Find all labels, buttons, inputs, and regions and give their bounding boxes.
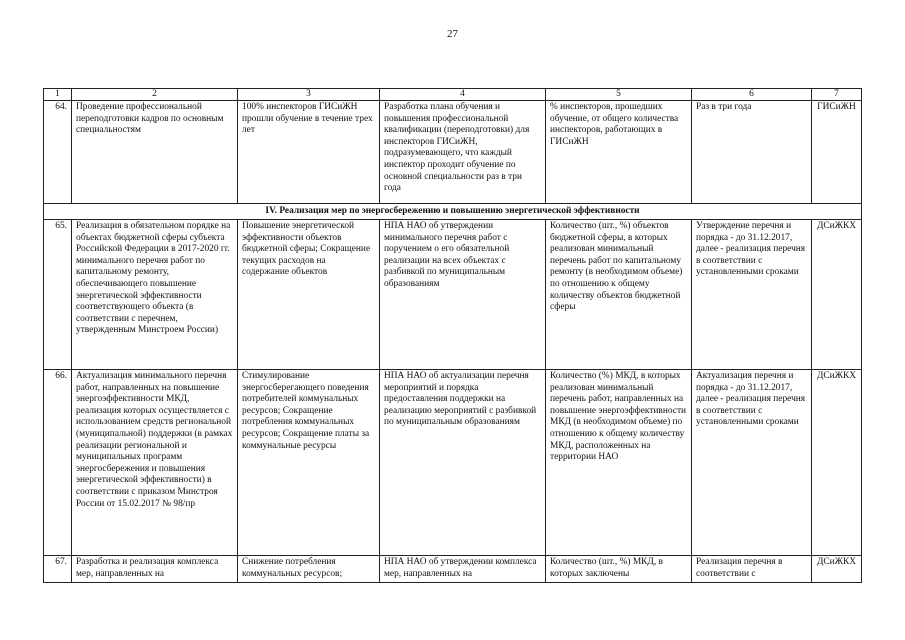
page-number: 27 (447, 28, 458, 40)
column-number: 3 (238, 89, 380, 101)
indicator-cell: Количество (шт., %) объектов бюджетной сферы, в которых реализован минимальный перечень работ по капитальному ремонту (в необходимом объеме) по отношению к общему количеству объектов бюджетной сферы (546, 220, 692, 370)
result-cell: Повышение энергетической эффективности объектов бюджетной сферы; Сокращение текущих расходов на содержание объектов (238, 220, 380, 370)
column-number: 6 (692, 89, 812, 101)
table-row-67 (44, 556, 862, 583)
column-number: 7 (812, 89, 862, 101)
column-number: 1 (44, 89, 72, 101)
deadline-cell: Утверждение перечня и порядка - до 31.12.2017, далее - реализация перечня в соответствии с установленными сроками (692, 220, 812, 370)
row-number: 64. (44, 101, 72, 204)
column-number: 4 (380, 89, 546, 101)
column-number-row (44, 89, 862, 101)
owner-cell: ГИСиЖН (812, 101, 862, 204)
indicator-cell: Количество (%) МКД, в которых реализован минимальный перечень работ, направленных на повышение энергоэффективности МКД (в необходимом объеме) по отношению к общему количеству МКД, расположенных на территории НАО (546, 370, 692, 556)
owner-cell: ДСиЖКХ (812, 220, 862, 370)
measure-cell: Актуализация минимального перечня работ, направленных на повышение энергоэффективности МКД, реализация которых осуществляется с использованием средств региональной (муниципальной) поддержки (в рамках реализации региональной и муниципальных программ энергосбережения и повышения энергетической эффективности) в соответствии с приказом Минстроя России от 15.02.2017 № 98/пр (72, 370, 238, 556)
row-number: 65. (44, 220, 72, 370)
row-number: 67. (44, 556, 72, 583)
table-row-65 (44, 220, 862, 370)
measure-cell: Реализация в обязательном порядке на объектах бюджетной сферы субъекта Российской Федерации в 2017-2020 гг. минимального перечня работ по капитальному ремонту, обеспечивающего повышение энергетической эффективности соответствующего объекта (в соответствии с перечнем, утвержденным Минстроем России) (72, 220, 238, 370)
indicator-cell: % инспекторов, прошедших обучение, от общего количества инспекторов, работающих в ГИСиЖН (546, 101, 692, 204)
deadline-cell: Раз в три года (692, 101, 812, 204)
section-header-row (44, 204, 862, 220)
table-row-66 (44, 370, 862, 556)
result-cell: 100% инспекторов ГИСиЖН прошли обучение в течение трех лет (238, 101, 380, 204)
row-number: 66. (44, 370, 72, 556)
measures-table (43, 88, 862, 583)
indicator-cell: Количество (шт., %) МКД, в которых заключены (546, 556, 692, 583)
result-cell: Снижение потребления коммунальных ресурсов; (238, 556, 380, 583)
measure-cell: Проведение профессиональной переподготовки кадров по основным специальностям (72, 101, 238, 204)
column-number: 2 (72, 89, 238, 101)
deadline-cell: Актуализация перечня и порядка - до 31.12.2017, далее - реализация перечня в соответствии с установленными сроками (692, 370, 812, 556)
mechanism-cell: НПА НАО об актуализации перечня мероприятий и порядка предоставления поддержки на реализацию мероприятий с разбивкой по муниципальным образованиям (380, 370, 546, 556)
owner-cell: ДСиЖКХ (812, 556, 862, 583)
deadline-cell: Реализация перечня в соответствии с (692, 556, 812, 583)
measure-cell: Разработка и реализация комплекса мер, направленных на (72, 556, 238, 583)
result-cell: Стимулирование энергосберегающего поведения потребителей коммунальных ресурсов; Сокращение потребления коммунальных ресурсов; Сокращение платы за коммунальные ресурсы (238, 370, 380, 556)
section-title: IV. Реализация мер по энергосбережению и повышению энергетической эффективности (44, 204, 862, 220)
mechanism-cell: НПА НАО об утверждении комплекса мер, направленных на (380, 556, 546, 583)
owner-cell: ДСиЖКХ (812, 370, 862, 556)
table-row-64 (44, 101, 862, 204)
column-number: 5 (546, 89, 692, 101)
mechanism-cell: НПА НАО об утверждении минимального перечня работ с поручением о его обязательной реализации на всех объектах с разбивкой по муниципальным образованиям (380, 220, 546, 370)
mechanism-cell: Разработка плана обучения и повышения профессиональной квалификации (переподготовки) для инспекторов ГИСиЖН, подразумевающего, что каждый инспектор проходит обучение по основной специальности раз в три года (380, 101, 546, 204)
